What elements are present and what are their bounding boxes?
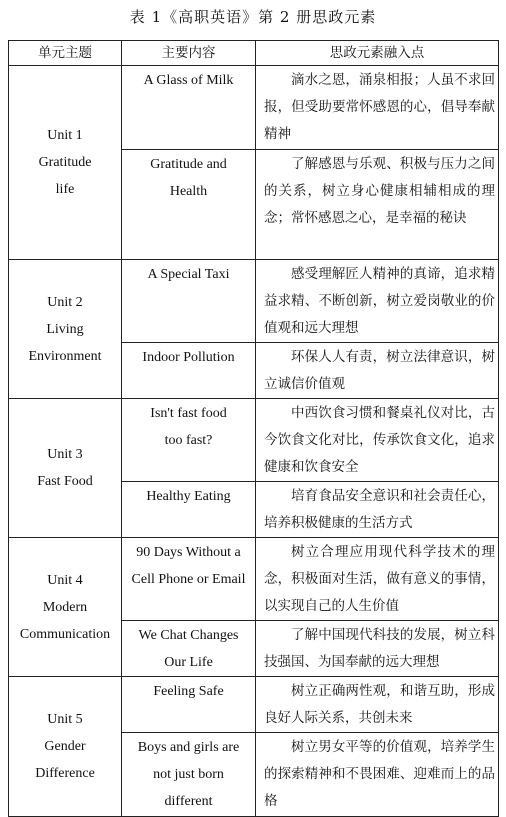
- desc-cell: 树立合理应用现代科学技术的理念，积极面对生活，做有意义的事情，以实现自己的人生价值: [256, 538, 499, 621]
- table-row: [9, 399, 499, 482]
- content-cell: We Chat Changes Our Life: [122, 621, 256, 677]
- table-caption: 表 1《高职英语》第 2 册思政元素: [129, 8, 377, 26]
- content-cell: Gratitude and Health: [122, 150, 256, 260]
- unit-line: Unit 5: [47, 712, 83, 727]
- table-row: [9, 538, 499, 621]
- desc-cell: 树立男女平等的价值观，培养学生的探索精神和不畏困难、迎难而上的品格: [256, 733, 499, 817]
- content-cell: Healthy Eating: [122, 482, 256, 538]
- desc-cell: 环保人人有责，树立法律意识，树立诚信价值观: [256, 343, 499, 399]
- unit-line: Unit 2: [47, 294, 83, 310]
- desc-cell: 培育食品安全意识和社会责任心，培养积极健康的生活方式: [256, 482, 499, 538]
- unit-cell: [9, 66, 122, 260]
- content-cell: Isn't fast food too fast?: [122, 399, 256, 482]
- unit-line: Gratitude: [38, 155, 92, 170]
- unit-line: Communication: [19, 626, 111, 642]
- desc-cell: 了解感恩与乐观、积极与压力之间的关系，树立身心健康相辅相成的理念；常怀感恩之心，是幸福的秘诀: [256, 150, 499, 260]
- unit-cell: [9, 399, 122, 538]
- desc-cell: 树立正确两性观，和谐互助，形成良好人际关系，共创未来: [256, 677, 499, 733]
- unit-line: Unit 3: [47, 447, 83, 462]
- unit-cell: [9, 538, 122, 677]
- table-row: [9, 260, 499, 343]
- header-integration-points: 思政元素融入点: [256, 41, 499, 66]
- unit-line: Living: [46, 321, 84, 337]
- content-cell: 90 Days Without a Cell Phone or Email: [122, 538, 256, 621]
- unit-line: Fast Food: [37, 474, 93, 489]
- table-row: [9, 677, 499, 733]
- unit-line: Modern: [42, 599, 88, 615]
- unit-line: Difference: [35, 766, 95, 781]
- header-unit-theme: 单元主题: [9, 41, 122, 66]
- content-cell: A Special Taxi: [122, 260, 256, 343]
- header-row: [9, 41, 499, 66]
- unit-cell: [9, 260, 122, 399]
- unit-line: Gender: [44, 739, 86, 754]
- table-row: [9, 66, 499, 150]
- header-main-content: 主要内容: [122, 41, 256, 66]
- unit-line: life: [55, 182, 75, 197]
- content-cell: A Glass of Milk: [122, 66, 256, 150]
- desc-cell: 滴水之恩，涌泉相报；人虽不求回报，但受助要常怀感恩的心，倡导奉献精神: [256, 66, 499, 150]
- unit-line: Unit 4: [47, 572, 83, 588]
- unit-line: Unit 1: [47, 128, 83, 143]
- content-cell: Indoor Pollution: [122, 343, 256, 399]
- desc-cell: 中西饮食习惯和餐桌礼仪对比，古今饮食文化对比，传承饮食文化，追求健康和饮食安全: [256, 399, 499, 482]
- ideology-elements-table: [8, 40, 499, 817]
- unit-line: Environment: [28, 348, 102, 364]
- content-cell: Boys and girls are not just born different: [122, 733, 256, 817]
- desc-cell: 了解中国现代科技的发展，树立科技强国、为国奉献的远大理想: [256, 621, 499, 677]
- unit-cell: [9, 677, 122, 817]
- desc-cell: 感受理解匠人精神的真谛，追求精益求精、不断创新，树立爱岗敬业的价值观和远大理想: [256, 260, 499, 343]
- content-cell: Feeling Safe: [122, 677, 256, 733]
